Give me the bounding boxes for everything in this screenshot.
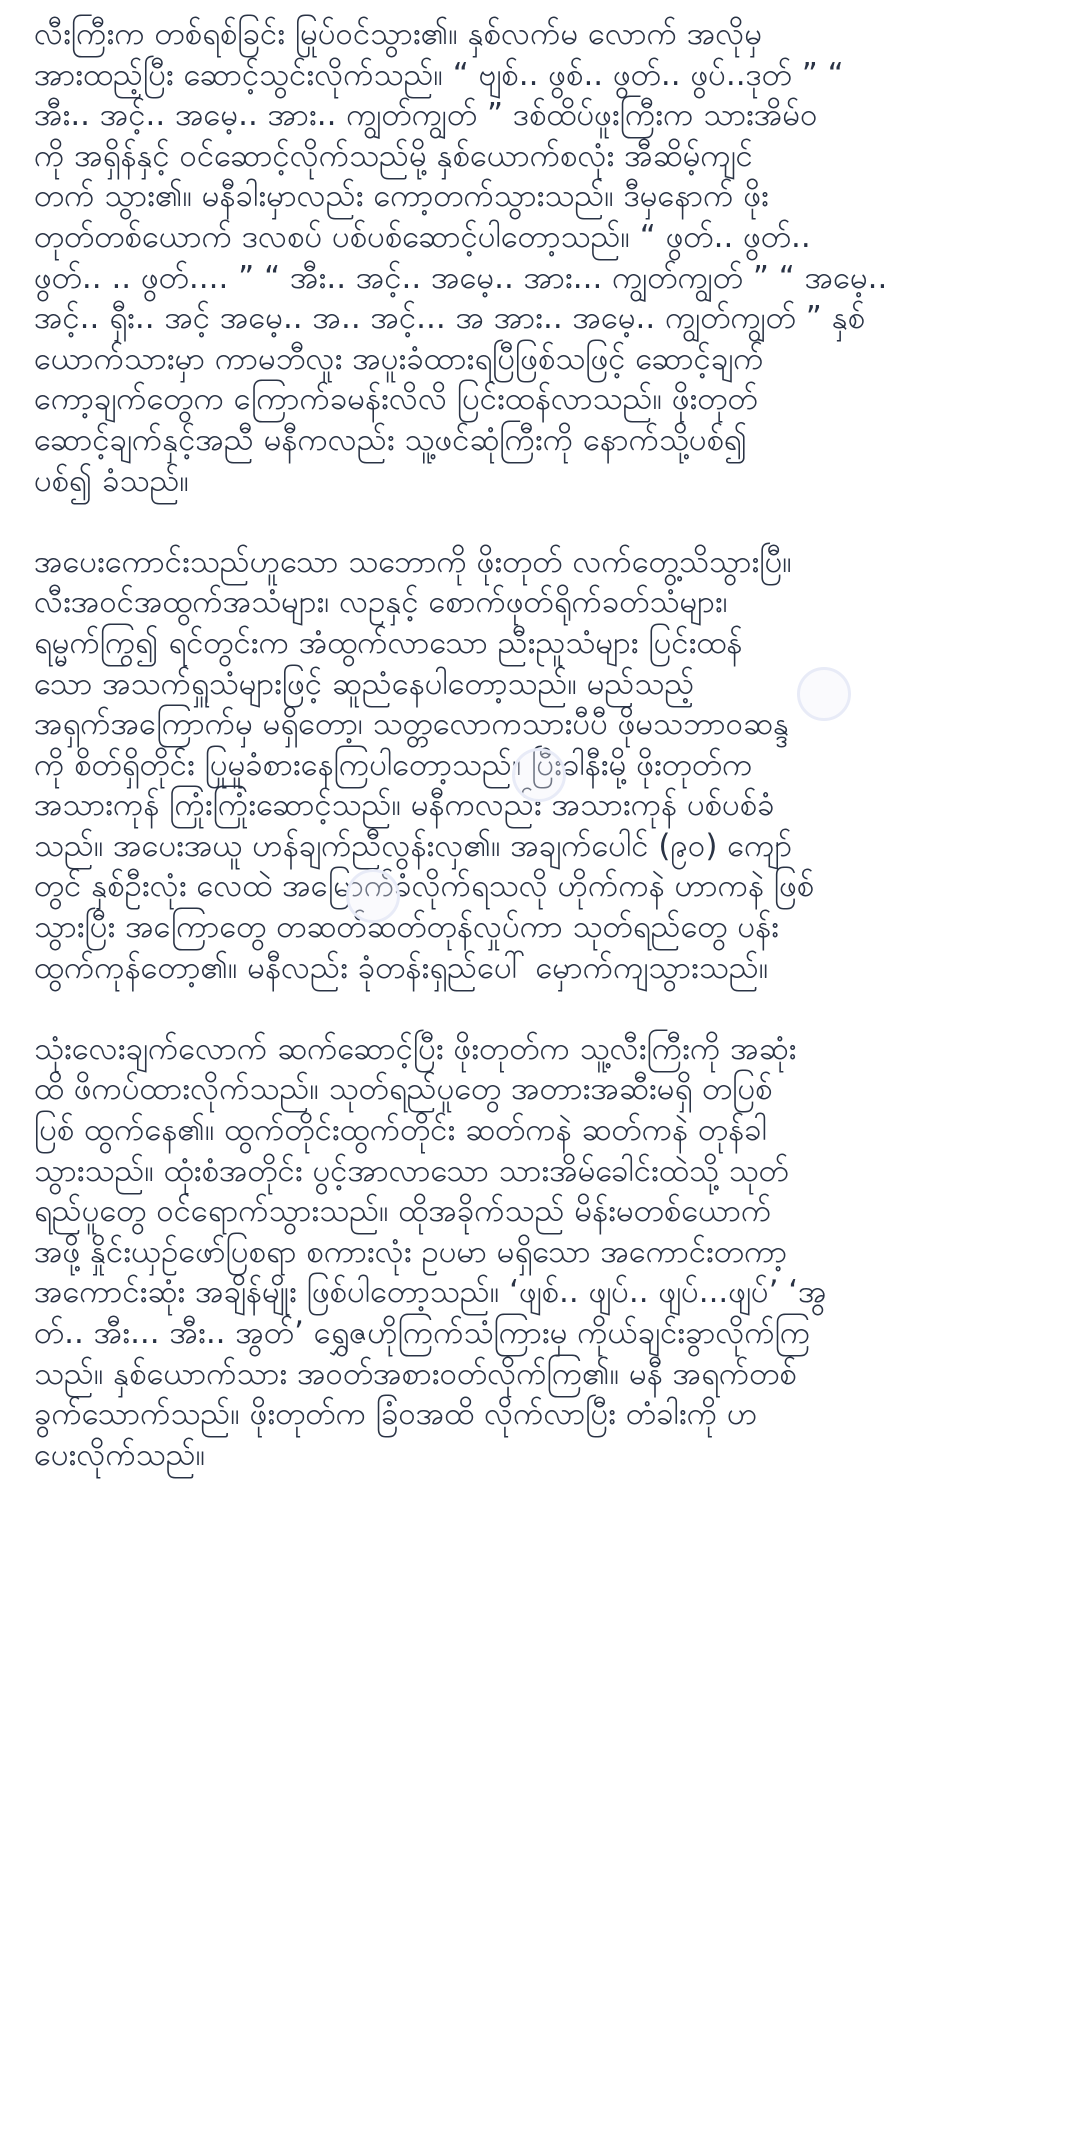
paragraph-1: လီးကြီးက တစ်ရစ်ခြင်း မြုပ်ဝင်သွား၏။ နှစ်လက်မ လောက် အလိုမှ အားထည့်ပြီး ဆောင့်သွင်းလိုက်သည်။ “ ဗျစ်.. ဖွစ်.. ဖွတ်.. ဖွပ်..ဒုတ် ” “ အီး.. အင့်.. အမေ့.. အား.. ကျွတ်ကျွတ် ” ဒစ်ထိပ်ဖူးကြီးက သားအိမ်ဝ ကို အရှိန်နှင့် ဝင်ဆောင့်လိုက်သည်မို့ နှစ်ယောက်စလုံး အီဆိမ့်ကျင် တက် သွား၏။ မနီခါးမှာလည်း ကော့တက်သွားသည်။ ဒီမှနောက် ဖိုး တုတ်တစ်ယောက် ဒလစပ် ပစ်ပစ်ဆောင့်ပါတော့သည်။ “ ဖွတ်.. ဖွတ်.. ဖွတ်.. .. ဖွတ်.... ” “ အီး.. အင့်.. အမေ့.. အား... ကျွတ်ကျွတ် ” “ အမေ့.. အင့်.. ရှီး.. အင့် အမေ့.. အ.. အင့်... အ အား.. အမေ့.. ကျွတ်ကျွတ် ” နှစ် ယောက်သားမှာ ကာမဘီလူး အပူးခံထားရပြီဖြစ်သဖြင့် ဆောင့်ချက် ကော့ချက်တွေက ကြောက်ခမန်းလိလိ ပြင်းထန်လာသည်။ ဖိုးတုတ် ဆောင့်ချက်နှင့်အညီ မနီကလည်း သူ့ဖင်ဆုံကြီးကို နောက်သို့ပစ်၍ ပစ်၍ ခံသည်။ (34, 16, 888, 499)
paragraph-3: သုံးလေးချက်လောက် ဆက်ဆောင့်ပြီး ဖိုးတုတ်က သူ့လီးကြီးကို အဆုံး ထိ ဖိကပ်ထားလိုက်သည်။ သုတ်ရည်ပူတွေ အတားအဆီးမရှိ တပြစ် ပြစ် ထွက်နေ၏။ ထွက်တိုင်းထွက်တိုင်း ဆတ်ကနဲ ဆတ်ကနဲ တုန်ခါ သွားသည်။ ထုံးစံအတိုင်း ပွင့်အာလာသော သားအိမ်ခေါင်းထဲသို့ သုတ် ရည်ပူတွေ ဝင်ရောက်သွားသည်။ ထိုအခိုက်သည် မိန်းမတစ်ယောက် အဖို့ နှိုင်းယှဉ်ဖော်ပြစရာ စကားလုံး ဥပမာ မရှိသော အကောင်းတကာ့ အကောင်းဆုံး အချိန်မျိုး ဖြစ်ပါတော့သည်။ ‘ဖျစ်.. ဖျပ်.. ဖျပ်...ဖျပ်’ ‘အွ တ်.. အီး... အီး.. အွတ်’ ရွှေဇဟိုကြက်သံကြားမှ ကိုယ်ချင်းခွာလိုက်ကြ သည်။ နှစ်ယောက်သား အဝတ်အစားဝတ်လိုက်ကြ၏။ မနီ အရက်တစ် ခွက်သောက်သည်။ ဖိုးတုတ်က ခြံဝအထိ လိုက်လာပြီး တံခါးကို ဟ ပေးလိုက်သည်။ (34, 1030, 827, 1473)
paragraph-2: အပေးကောင်းသည်ဟူသော သဘောကို ဖိုးတုတ် လက်တွေ့သိသွားပြီ။ လီးအဝင်အထွက်အသံများ၊ လဥနှင့် စောက်ဖုတ်ရိုက်ခတ်သံများ၊ ရမ္မက်ကြွ၍ ရင်တွင်းက အံထွက်လာသော ညီးညူသံများ ပြင်းထန် သော အသက်ရှူသံများဖြင့် ဆူညံနေပါတော့သည်။ မည်သည့် အရှက်အကြောက်မှ မရှိတော့၊ သတ္တလောကသားပီပီ ဖိုမသဘာဝဆန္ဒ ကို စိတ်ရှိတိုင်း ပြုမူခံစားနေကြပါတော့သည်။ ပြီးခါနီးမို့ ဖိုးတုတ်က အသားကုန် ကြုံးကြုံးဆောင့်သည်။ မနီကလည်း အသားကုန် ပစ်ပစ်ခံ သည်။ အပေးအယူ ဟန်ချက်ညီလွန်းလှ၏။ အချက်ပေါင် (၉၀) ကျော် တွင် နှစ်ဦးလုံး လေထဲ အမြောက်ခံလိုက်ရသလို ဟိုက်ကနဲ ဟာကနဲ ဖြစ် သွားပြီး အကြောတွေ တဆတ်ဆတ်တုန်လှုပ်ကာ သုတ်ရည်တွေ ပန်း ထွက်ကုန်တော့၏။ မနီလည်း ခုံတန်းရှည်ပေါ် မှောက်ကျသွားသည်။ (34, 543, 815, 986)
